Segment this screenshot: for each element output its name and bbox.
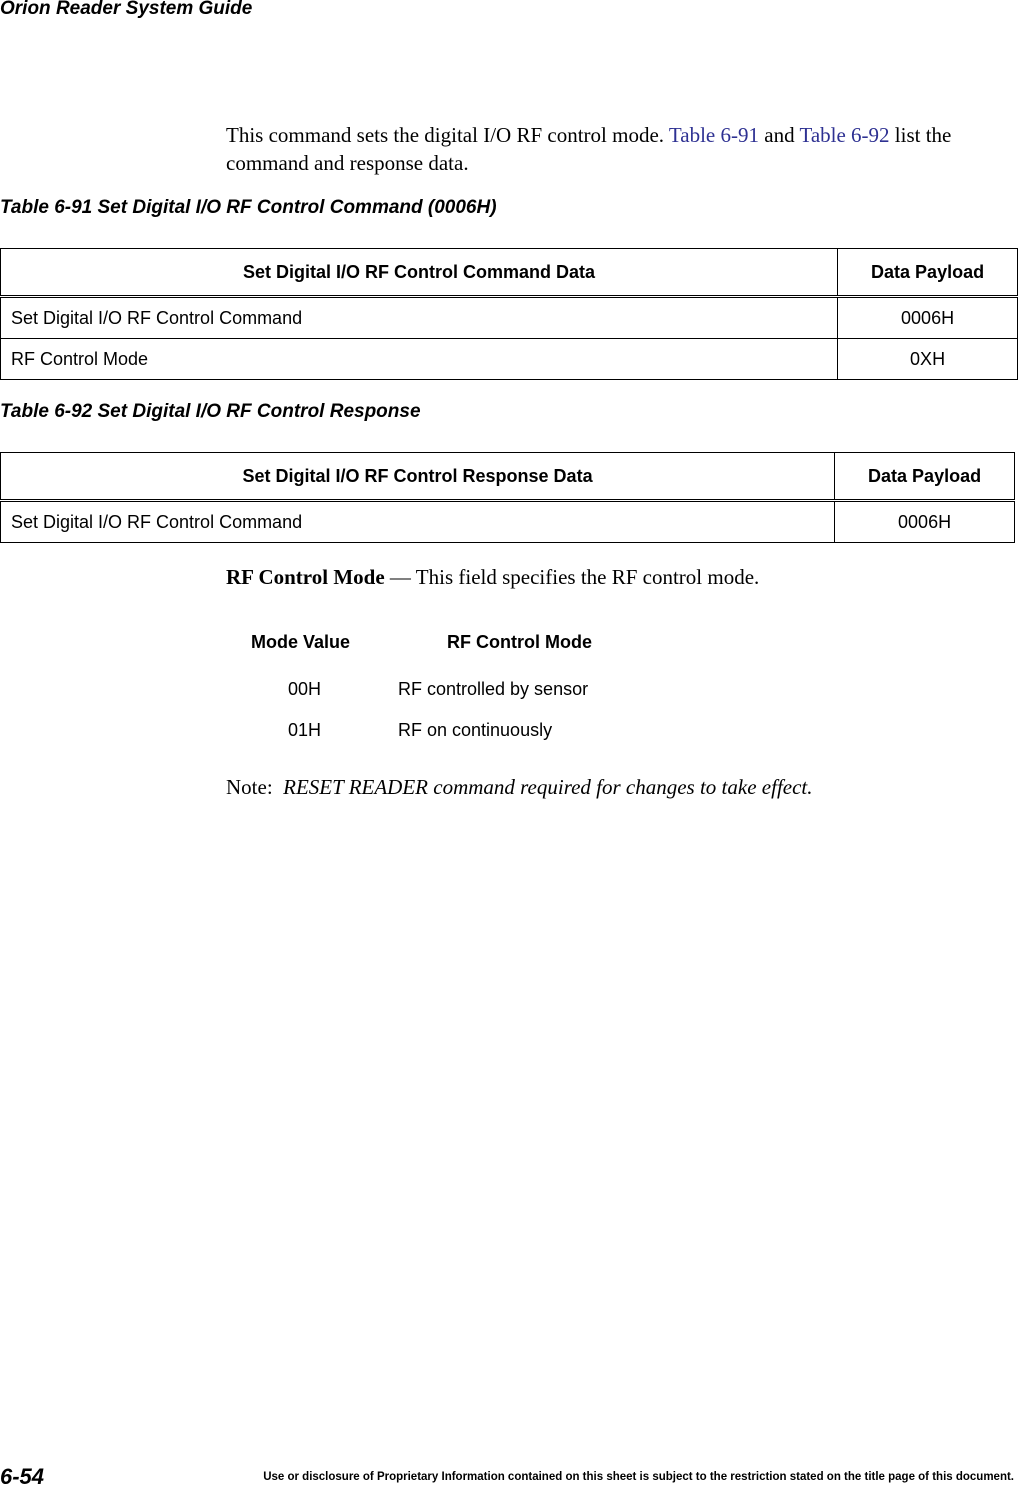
intro-text-1: This command sets the digital I/O RF control mode. bbox=[226, 123, 669, 147]
field-name: RF Control Mode bbox=[226, 565, 385, 589]
note-label: Note: bbox=[226, 775, 273, 799]
column-header: Data Payload bbox=[838, 249, 1018, 297]
page-number: 6-54 bbox=[0, 1464, 45, 1489]
table-cell: 0006H bbox=[838, 297, 1018, 339]
intro-text-2: and bbox=[759, 123, 800, 147]
table-row bbox=[1, 339, 1018, 380]
table-6-92-caption: Table 6-92 Set Digital I/O RF Control Response bbox=[0, 401, 421, 422]
note bbox=[226, 775, 813, 800]
table-row bbox=[1, 297, 1018, 339]
table-cell: 0006H bbox=[835, 501, 1015, 543]
mode-description-cell: RF controlled by sensor bbox=[398, 679, 589, 699]
mode-value-cell: 00H bbox=[288, 679, 322, 699]
table-6-92-link[interactable]: Table 6-92 bbox=[799, 123, 890, 147]
note-text: RESET READER command required for changes to take effect. bbox=[283, 775, 813, 799]
table-cell: Set Digital I/O RF Control Command bbox=[1, 501, 835, 543]
table-cell: 0XH bbox=[838, 339, 1018, 380]
table-row bbox=[1, 501, 1015, 543]
legal-notice: Use or disclosure of Proprietary Information contained on this sheet is subject to the restriction stated on the title page of this document. bbox=[263, 1471, 1014, 1483]
table-cell: Set Digital I/O RF Control Command bbox=[1, 297, 838, 339]
mode-description-cell: RF on continuously bbox=[398, 720, 553, 740]
table-6-92 bbox=[0, 452, 1015, 543]
intro-text-3: list the command and response data. bbox=[226, 123, 952, 175]
field-text: — This field specifies the RF control mode. bbox=[384, 565, 760, 589]
table-6-91-link[interactable]: Table 6-91 bbox=[668, 123, 759, 147]
column-header: Data Payload bbox=[835, 453, 1015, 501]
rf-control-mode-header: RF Control Mode bbox=[447, 632, 592, 652]
mode-value-cell: 01H bbox=[288, 720, 322, 740]
table-header-row bbox=[1, 249, 1018, 297]
mode-value-header: Mode Value bbox=[251, 632, 351, 652]
running-header: Orion Reader System Guide bbox=[0, 0, 253, 19]
field-description bbox=[226, 565, 759, 590]
table-cell: RF Control Mode bbox=[1, 339, 838, 380]
intro-paragraph bbox=[226, 121, 1016, 177]
column-header: Set Digital I/O RF Control Response Data bbox=[1, 453, 835, 501]
table-6-91 bbox=[0, 248, 1018, 380]
table-6-91-caption: Table 6-91 Set Digital I/O RF Control Command (0006H) bbox=[0, 197, 497, 218]
column-header: Set Digital I/O RF Control Command Data bbox=[1, 249, 838, 297]
table-header-row bbox=[1, 453, 1015, 501]
